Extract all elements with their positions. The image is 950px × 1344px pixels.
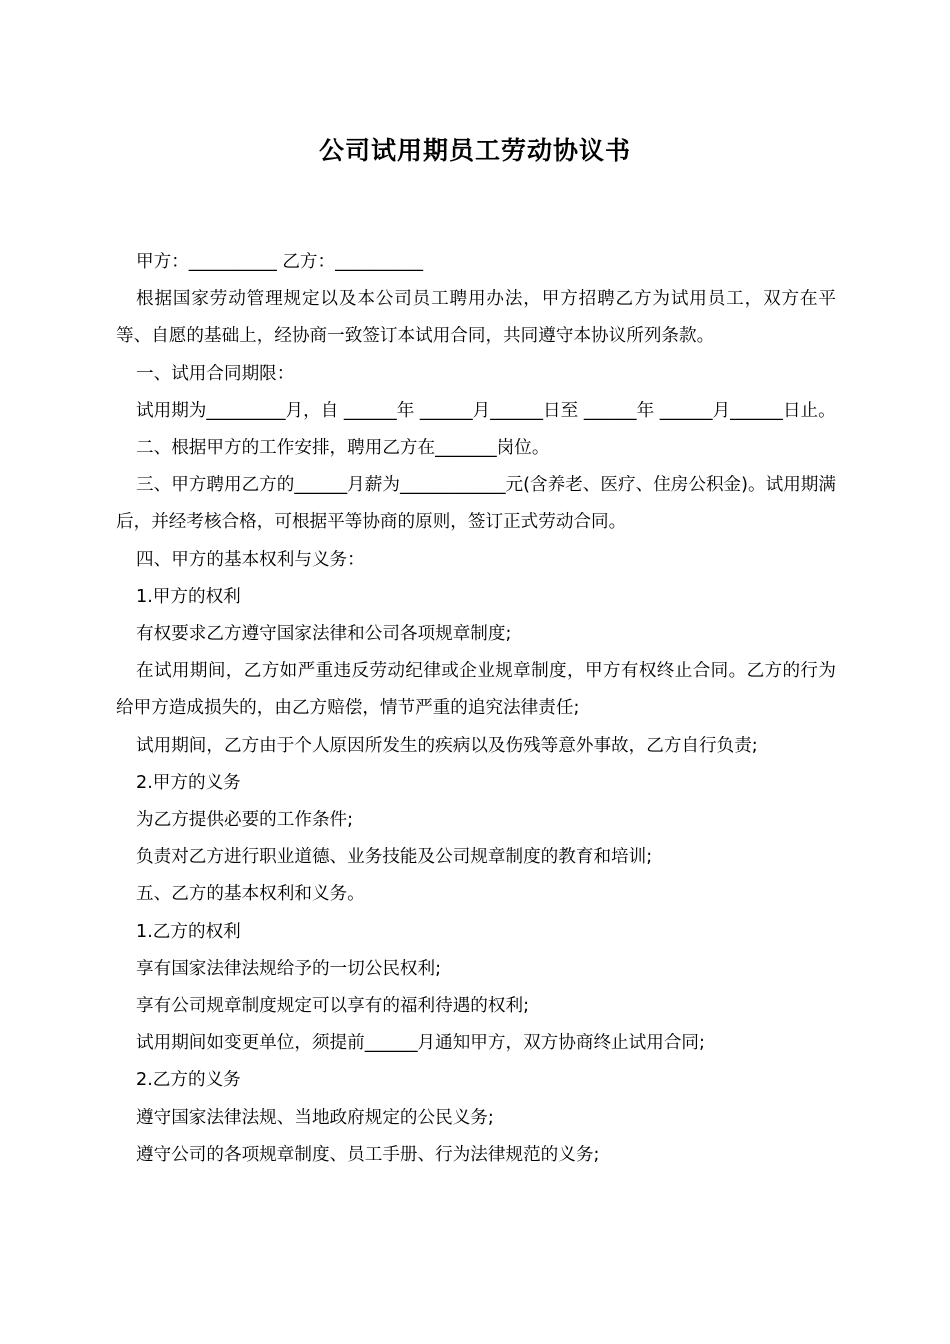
section-heading-term: 一、试用合同期限： xyxy=(136,363,295,384)
party-a-duty-1: 为乙方提供必要的工作条件; xyxy=(136,810,354,831)
party-b-right-3: 试用期间如变更单位，须提前______月通知甲方，双方协商终止试用合同; xyxy=(136,1033,705,1054)
parties-line: 甲方：__________ 乙方：__________ xyxy=(136,252,424,272)
document-title: 公司试用期员工劳动协议书 xyxy=(318,136,631,165)
party-b-duty-2: 遵守公司的各项规章制度、员工手册、行为法律规范的义务; xyxy=(136,1144,600,1165)
party-a-right-3: 试用期间，乙方由于个人原因所发生的疾病以及伤残等意外事故，乙方自行负责; xyxy=(136,735,758,756)
party-b-right-2: 享有公司规章制度规定可以享有的福利待遇的权利; xyxy=(136,996,529,1017)
document-body xyxy=(116,244,836,1174)
subheading-party-a-duties: 2.甲方的义务 xyxy=(136,772,241,793)
preamble-paragraph: 根据国家劳动管理规定以及本公司员工聘用办法，甲方招聘乙方为试用员工，双方在平等、自愿的基础上，经协商一致签订本试用合同，共同遵守本协议所列条款。 xyxy=(116,289,836,347)
section-heading-party-b: 五、乙方的基本权利和义务。 xyxy=(136,884,365,905)
subheading-party-b-rights: 1.乙方的权利 xyxy=(136,921,241,942)
party-a-duty-2: 负责对乙方进行职业道德、业务技能及公司规章制度的教育和培训; xyxy=(136,847,653,868)
probation-period-paragraph: 试用期为_________月，自 ______年 ______月______日至 ______年 ______月______日止。 xyxy=(136,400,836,421)
subheading-party-a-rights: 1.甲方的权利 xyxy=(136,586,241,607)
section-heading-party-a: 四、甲方的基本权利与义务： xyxy=(136,549,365,570)
position-paragraph: 二、根据甲方的工作安排，聘用乙方在_______岗位。 xyxy=(136,438,550,459)
party-b-duty-1: 遵守国家法律法规、当地政府规定的公民义务; xyxy=(136,1107,494,1128)
party-a-right-1: 有权要求乙方遵守国家法律和公司各项规章制度; xyxy=(136,624,512,645)
salary-paragraph: 三、甲方聘用乙方的______月薪为____________元(含养老、医疗、住房公积金)。试用期满后，并经考核合格，可根据平等协商的原则，签订正式劳动合同。 xyxy=(116,475,836,533)
subheading-party-b-duties: 2.乙方的义务 xyxy=(136,1070,241,1091)
party-b-right-1: 享有国家法律法规给予的一切公民权利; xyxy=(136,958,442,979)
party-a-right-2: 在试用期间，乙方如严重违反劳动纪律或企业规章制度，甲方有权终止合同。乙方的行为给甲方造成损失的，由乙方赔偿，情节严重的追究法律责任; xyxy=(116,661,836,719)
